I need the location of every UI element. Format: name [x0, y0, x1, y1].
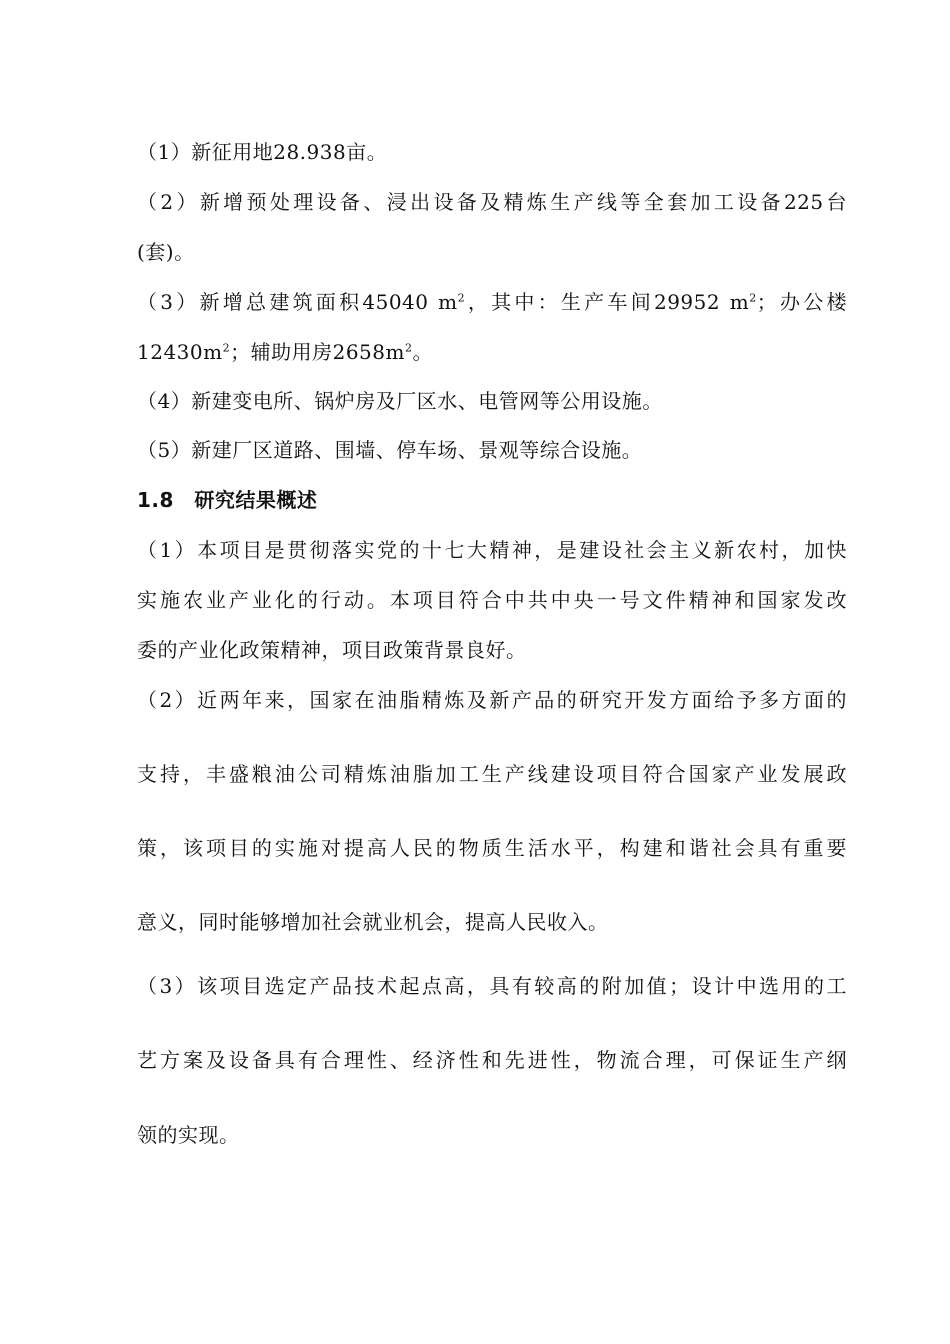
text-span: ；办公楼 [756, 290, 847, 314]
list-item-equipment-cont: (套)。 [137, 240, 195, 264]
text-span: （3）新增总建筑面积45040 m [137, 290, 458, 314]
paragraph-3-line: 艺方案及设备具有合理性、经济性和先进性，物流合理，可保证生产纲 [137, 1048, 847, 1072]
paragraph-1-line: 委的产业化政策精神，项目政策背景良好。 [137, 638, 527, 662]
text-span: 12430m [137, 340, 223, 364]
paragraph-2-line: 策，该项目的实施对提高人民的物质生活水平，构建和谐社会具有重要 [137, 836, 847, 860]
text-span: ；辅助用房2658m [230, 340, 405, 364]
paragraph-3-line: （3）该项目选定产品技术起点高，具有较高的附加值；设计中选用的工 [137, 974, 847, 998]
list-item-equipment: （2）新增预处理设备、浸出设备及精炼生产线等全套加工设备225台 [137, 190, 847, 214]
list-item-building-area [137, 288, 847, 316]
text-span: 。 [412, 340, 433, 364]
text-span: ，其中：生产车间29952 m [465, 290, 750, 314]
paragraph-2-line: 意义，同时能够增加社会就业机会，提高人民收入。 [137, 910, 609, 934]
superscript: 2 [749, 291, 757, 305]
section-heading: 1.8 研究结果概述 [137, 488, 318, 512]
paragraph-2-line: 支持，丰盛粮油公司精炼油脂加工生产线建设项目符合国家产业发展政 [137, 762, 847, 786]
list-item-utilities: （4）新建变电所、锅炉房及厂区水、电管网等公用设施。 [137, 389, 663, 413]
paragraph-1-line: （1）本项目是贯彻落实党的十七大精神，是建设社会主义新农村，加快 [137, 538, 847, 562]
superscript: 2 [404, 341, 413, 355]
list-item-building-area-cont [137, 338, 847, 366]
superscript: 2 [457, 291, 466, 305]
paragraph-1-line: 实施农业产业化的行动。本项目符合中共中央一号文件精神和国家发改 [137, 588, 847, 612]
paragraph-3-line: 领的实现。 [137, 1123, 240, 1147]
list-item-facilities: （5）新建厂区道路、围墙、停车场、景观等综合设施。 [137, 438, 643, 462]
list-item-land: （1）新征用地28.938亩。 [137, 140, 388, 164]
paragraph-2-line: （2）近两年来，国家在油脂精炼及新产品的研究开发方面给予多方面的 [137, 688, 847, 712]
superscript: 2 [222, 341, 231, 355]
